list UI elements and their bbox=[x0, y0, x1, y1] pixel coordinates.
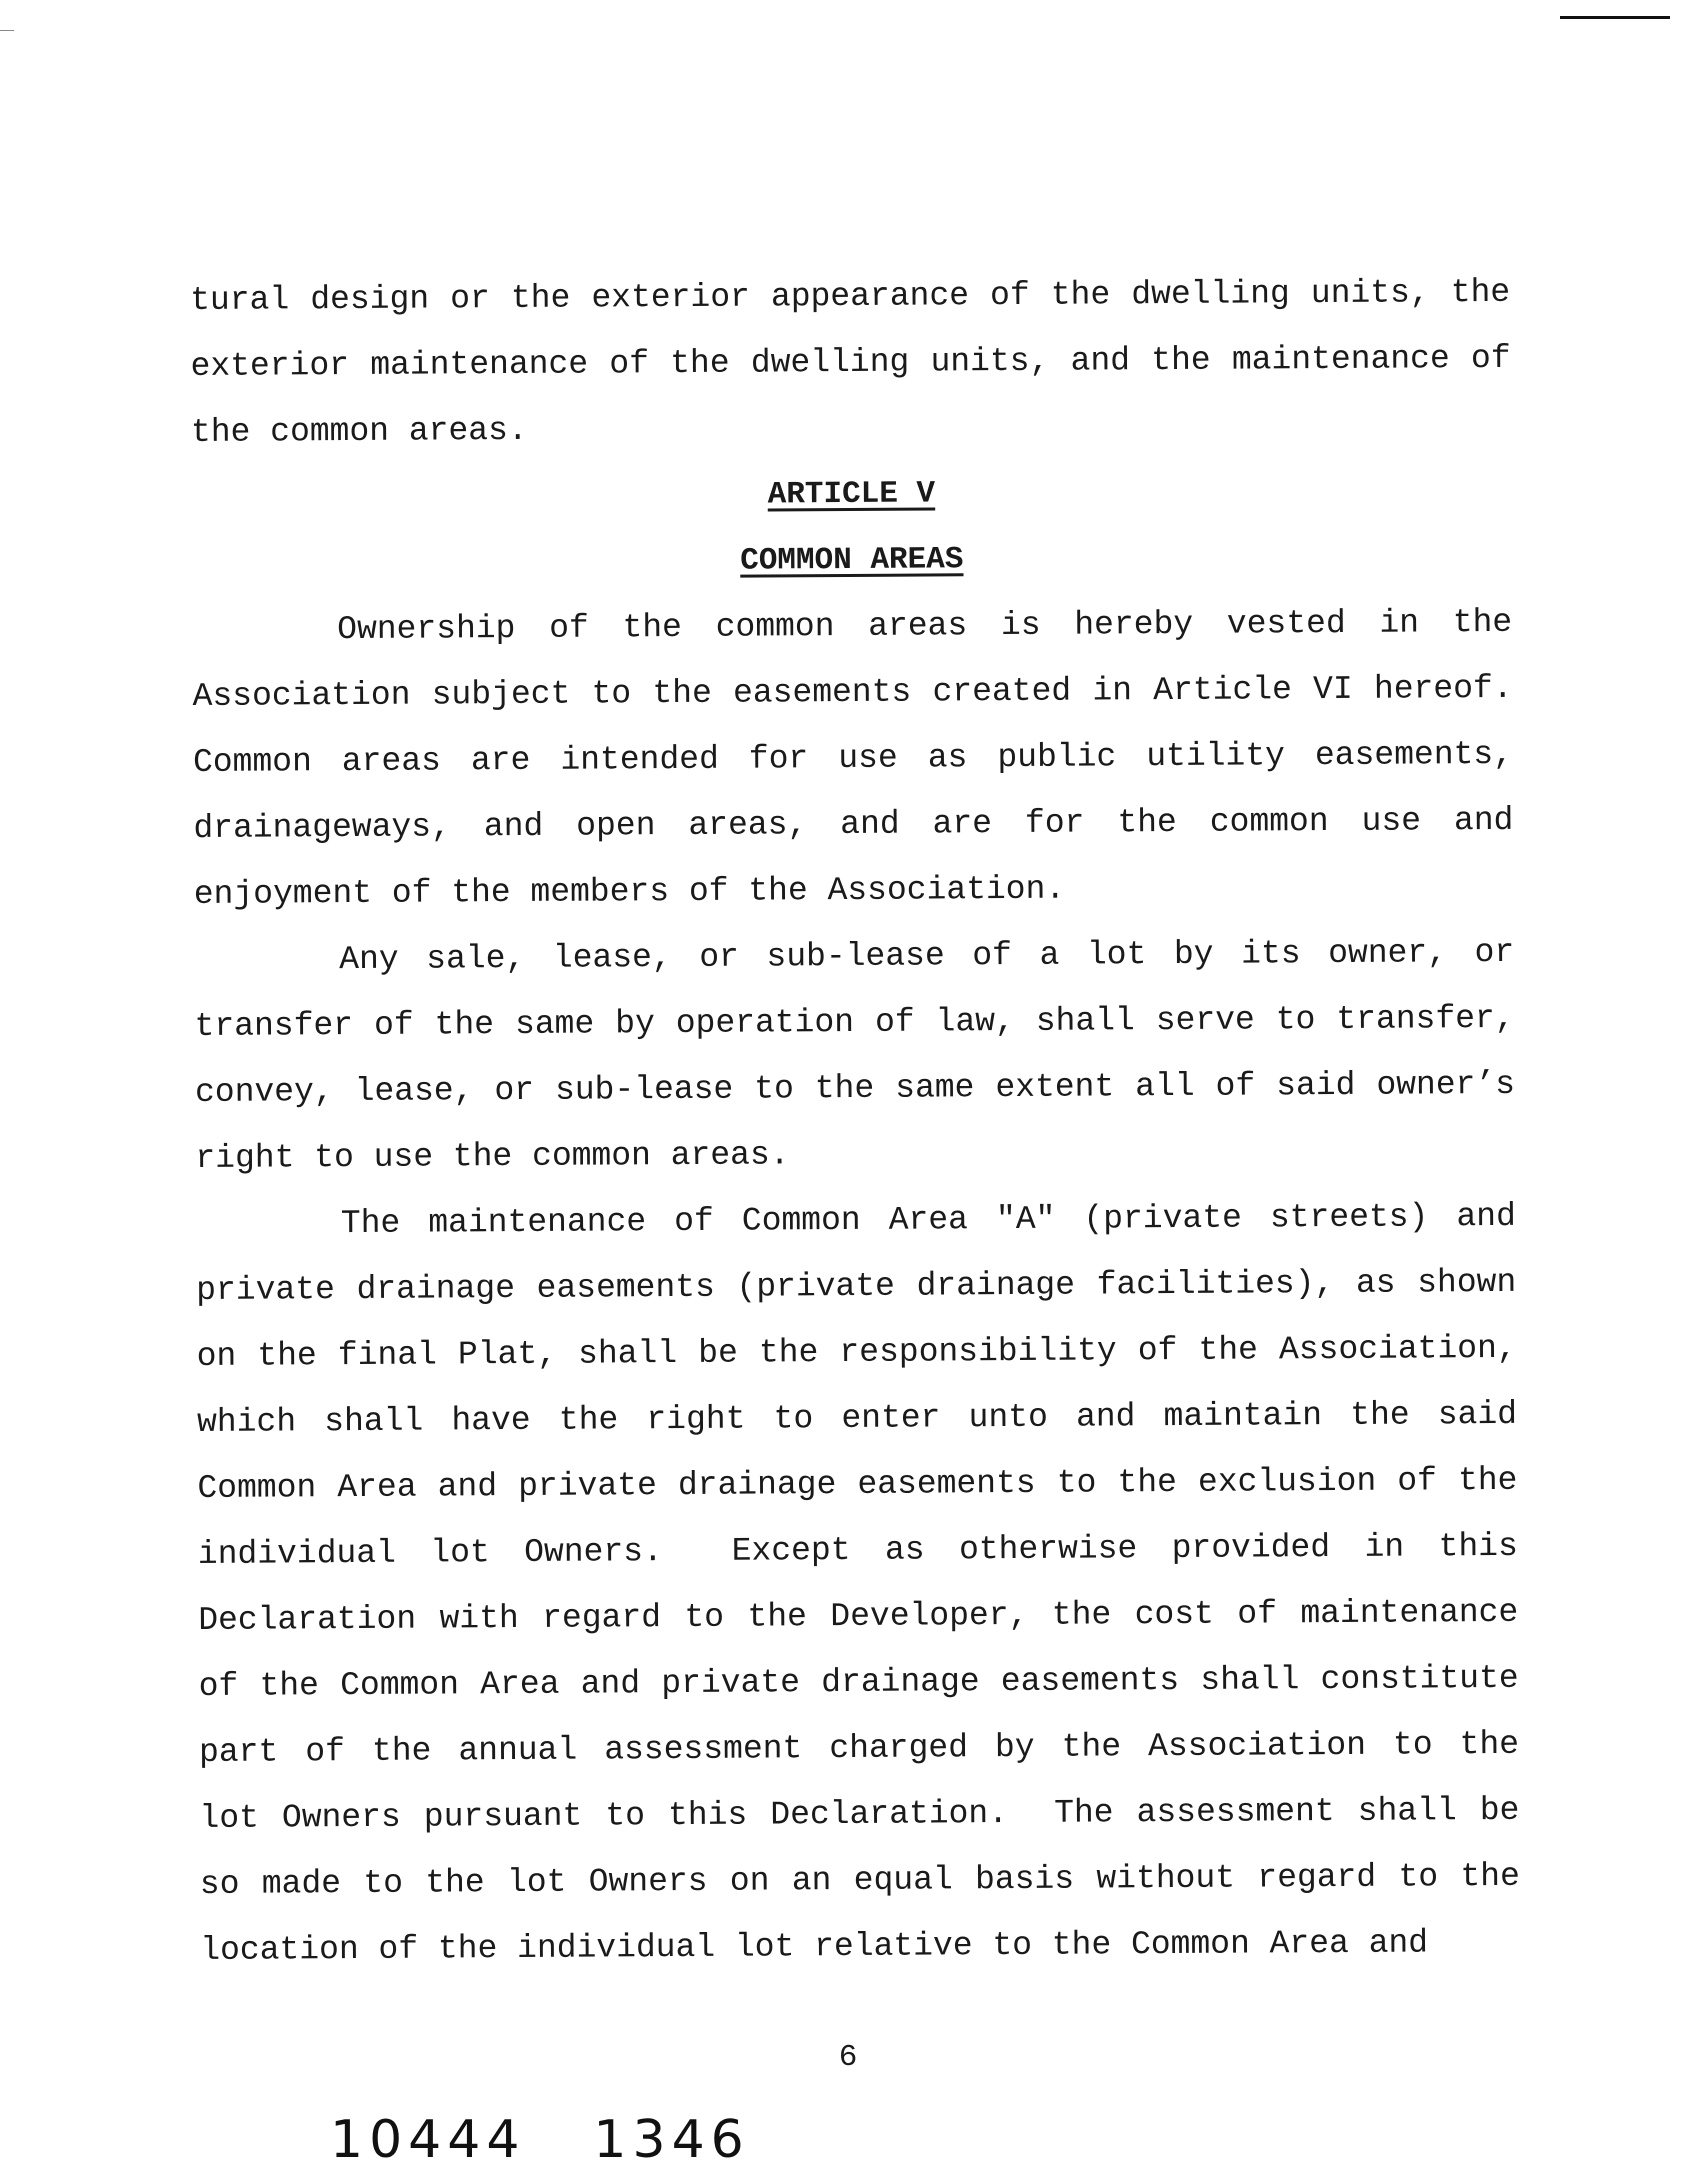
section-heading: COMMON AREAS bbox=[740, 542, 964, 579]
scan-mark-top-right bbox=[1560, 16, 1670, 19]
article-heading: ARTICLE V bbox=[767, 476, 936, 513]
paragraph-continued: tural design or the exterior appearance of the dwelling units, the exterior maintenance of the dwelling units, and the maintenance of the common areas. bbox=[190, 273, 1531, 451]
paragraph-sale-lease: Any sale, lease, or sub-lease of a lot by its owner, or transfer of the same by operation of law, shall serve to transfer, convey, lease, or sub-lease to the same extent all of said owner’s right to use the common areas. bbox=[194, 933, 1535, 1177]
stamp-page-number: 1346 bbox=[593, 2110, 750, 2170]
document-body bbox=[190, 260, 1540, 1984]
page-number: 6 bbox=[838, 2040, 858, 2075]
stamp-book-number: 10444 bbox=[330, 2110, 526, 2170]
scan-mark-top-left bbox=[0, 30, 14, 31]
recording-stamp bbox=[330, 2110, 750, 2170]
paragraph-maintenance: The maintenance of Common Area "A" (private streets) and private drainage easements (private drainage facilities), as shown on the final Plat, shall be the responsibility of the Association, which shall have the right to enter unto and maintain the said Common Area and private drainage easements to the exclusion of the individual lot Owners. Except as otherwise provided in this Declaration with regard to the Developer, the cost of maintenance of the Common Area and private drainage easements shall constitute part of the annual assessment charged by the Association to the lot Owners pursuant to this Declaration. The assessment shall be so made to the lot Owners on an equal basis without regard to the location of the individual lot relative to the Common Area and bbox=[196, 1197, 1540, 1969]
paragraph-ownership: Ownership of the common areas is hereby vested in the Association subject to the easements created in Article VI hereof. Common areas are intended for use as public utility easements, drainageways, and open areas, and are for the common use and enjoyment of the members of the Association. bbox=[192, 603, 1534, 913]
